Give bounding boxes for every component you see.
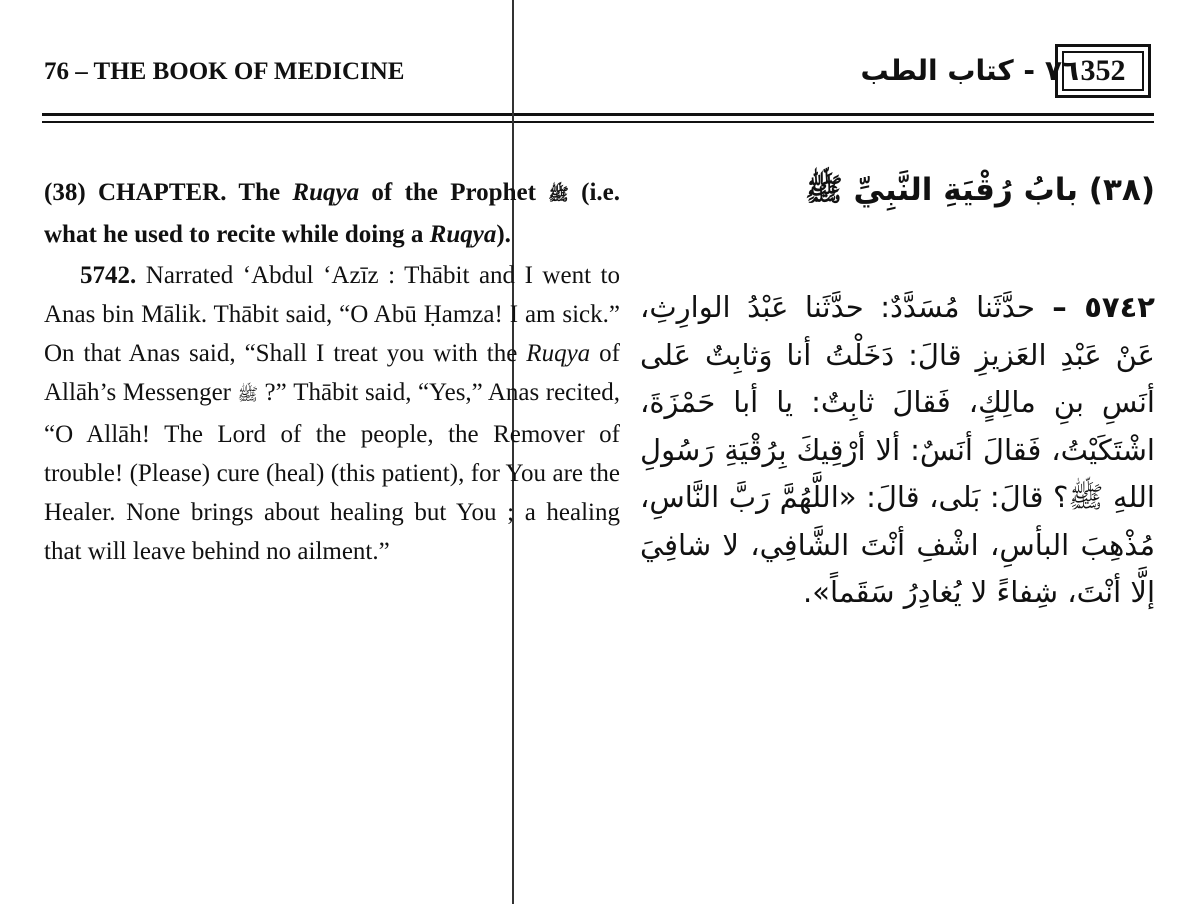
arabic-hadith-dash: –	[1034, 290, 1085, 324]
chapter-heading	[44, 173, 620, 254]
hadith-narration	[44, 256, 620, 571]
chapter-ruqya: Ruqya	[429, 221, 497, 248]
arabic-column	[640, 158, 1155, 617]
narration-text: Narrated ‘Abdul ‘Azīz : Thābit and I went to Anas bin Mālik. Thābit said, “O Abū Ḥamza! I am sick.” On that Anas said, “Shall I treat you with the	[44, 262, 620, 367]
narration-text: of Allāh’s Messenger	[44, 340, 620, 406]
chapter-text: (i.e. what he used to recite while doing a	[44, 179, 620, 248]
arabic-chapter-heading: (٣٨) بابُ رُقْيَةِ النَّبِيِّ ﷺ	[805, 172, 1155, 208]
page-number-box	[1055, 44, 1151, 98]
pbuh-icon: ﷺ	[548, 185, 569, 205]
chapter-text: of the Prophet	[359, 179, 549, 206]
narration-text: ?” Thābit said, “Yes,” Anas recited, “O Allāh! The Lord of the people, the Remover of trouble! (Please) cure (heal) (this patient), for You are the Healer. None brings about healing but You ; a healing that will leave behind no ailment.”	[44, 379, 620, 565]
pbuh-icon: ﷺ	[237, 385, 259, 405]
narration-ruqya: Ruqya	[526, 340, 591, 367]
header-rule-thick	[42, 113, 1154, 116]
hadith-number: 5742.	[80, 262, 137, 289]
english-column	[44, 173, 620, 571]
arabic-hadith-text: حدَّثَنا مُسَدَّدٌ: حدَّثَنا عَبْدُ الوارِثِ، عَنْ عَبْدِ العَزيزِ قالَ: دَخَلْتُ أنا وَثابِتٌ عَلى أنَسِ بنِ مالِكٍ، فَقالَ ثابِتٌ: يا أبا حَمْزَةَ، اشْتَكَيْتُ، فَقالَ أنَسٌ: ألا أرْقِيكَ بِرُقْيَةِ رَسُولِ اللهِ ﷺ؟ قالَ: بَلى، قالَ: «اللَّهُمَّ رَبَّ النَّاسِ، مُذْهِبَ البأسِ، اشْفِ أنْتَ الشَّافِي، لا شافِيَ إلَّا أنْتَ، شِفاءً لا يُغادِرُ سَقَماً».	[640, 290, 1155, 609]
header-rule-thin	[42, 121, 1154, 123]
chapter-label: (38) CHAPTER.	[44, 179, 227, 206]
chapter-ruqya: Ruqya	[292, 179, 360, 206]
chapter-text: ).	[496, 221, 511, 248]
page-number: 352	[1062, 51, 1144, 91]
running-head: 76 – THE BOOK OF MEDICINE	[44, 58, 405, 85]
chapter-text: The	[226, 179, 293, 206]
arabic-hadith	[640, 284, 1155, 617]
arabic-running-head: ٧٦ - كتاب الطب	[860, 54, 1079, 87]
arabic-hadith-number: ٥٧٤٢	[1084, 290, 1155, 324]
